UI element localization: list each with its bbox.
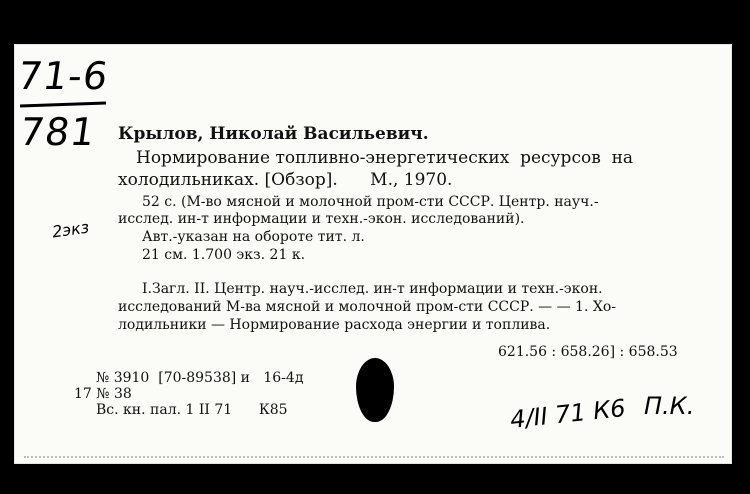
udc-classification: 621.56 : 658.26] : 658.53 [498,344,678,360]
shelf-mark-bottom: 781 [16,110,99,154]
physical-description: 21 см. 1.700 экз. 21 к. [142,247,306,263]
title-line-2: холодильниках. [Обзор]. М., 1970. [118,170,453,190]
record-number-line-3: Вс. кн. пал. 1 II 71 К85 [96,402,288,418]
record-number-line-1: № 3910 [70-89538] и 16-4д [96,370,304,386]
copies-note: 2экз [50,217,91,242]
record-number-line-2: 17 № 38 [74,386,132,402]
author-heading: Крылов, Николай Васильевич. [118,124,429,144]
collation-line-1: 52 с. (М-во мясной и молочной пром-сти СССР. Центр. науч.- [142,194,599,210]
tracing-line-3: лодильники — Нормирование расхода энергии и топлива. [118,317,551,333]
handwritten-signature: 4/II 71 К6 [508,394,627,434]
handwritten-initials: П.К. [644,392,695,420]
tracing-line-1: I.Загл. II. Центр. науч.-исслед. ин-т информации и техн.-экон. [142,281,603,297]
collation-line-2: исслед. ин-т информации и техн.-экон. исследований). [118,211,525,227]
tracing-line-2: исследований М-ва мясной и молочной пром-сти СССР. — — 1. Хо- [118,299,616,315]
author-note: Авт.-указан на обороте тит. л. [142,229,365,245]
bottom-dotted-edge [24,456,724,460]
shelf-mark-top: 71-6 [14,54,112,98]
title-line-1: Нормирование топливно-энергетических ресурсов на [136,148,634,168]
